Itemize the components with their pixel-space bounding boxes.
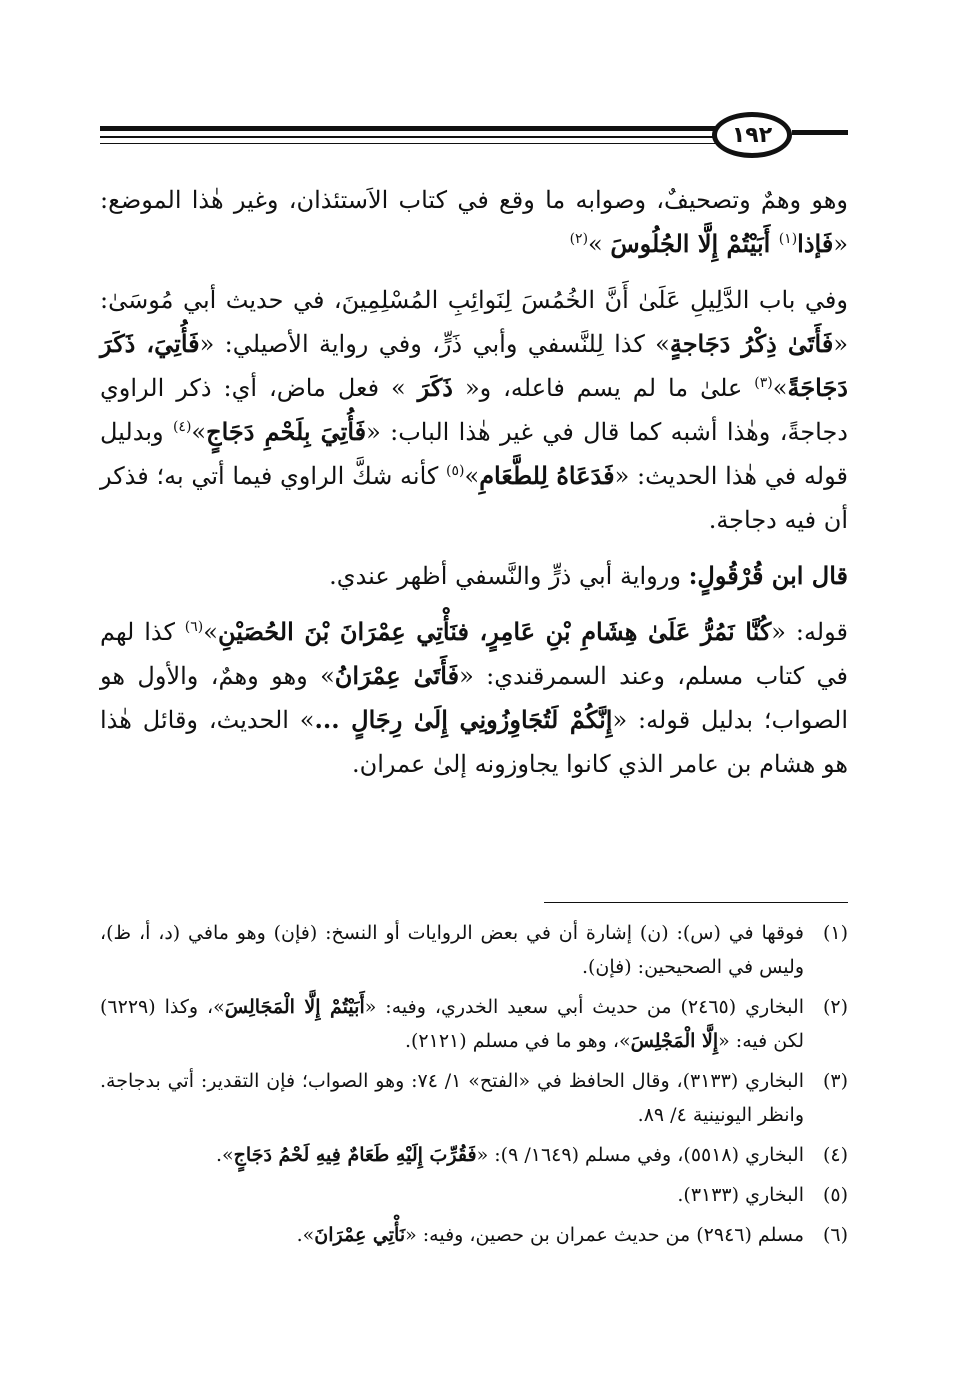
text: » — [464, 462, 480, 490]
text: »، وكذا (٦٢٢٩) لكن فيه: « — [100, 996, 804, 1052]
footnote-number: (٣) — [822, 1070, 848, 1092]
text: » — [588, 230, 611, 258]
footnote-1 — [100, 916, 848, 984]
paragraph-3 — [100, 554, 848, 598]
text: البخاري (٢٤٦٥) من حديث أبي سعيد الخدري، وفيه: « — [364, 996, 804, 1018]
footnote-5 — [100, 1178, 848, 1212]
footnote-text — [100, 1064, 804, 1132]
quote: نَأْتِي عِمْرَانَ — [314, 1224, 406, 1246]
footnote-number: (٥) — [822, 1184, 848, 1206]
footnote-3 — [100, 1064, 848, 1132]
footnote-number: (٢) — [822, 996, 848, 1018]
text: » فعل ماض، أي: ذكر الراوي دجاجةً، وهٰذا أشبه كما قال في غير هٰذا الباب: « — [100, 374, 848, 446]
text: مسلم (٢٩٤٦) من حديث عمران بن حصين، وفيه: « — [405, 1224, 804, 1246]
quote: قال ابن قُرْقُولٍ: — [688, 561, 848, 590]
text: » كذا لِلنَّسفي وأبي ذَرٍّ، وفي رواية الأصيلي: « — [199, 330, 670, 358]
footnote-ref: (١) — [778, 231, 798, 247]
paragraph-1 — [100, 178, 848, 266]
text: » الحديث، وقائل هٰذا هو هشام بن عامر الذي كانوا يجاوزونه إلىٰ عمران. — [100, 706, 848, 778]
quote: ذَكَرَ — [417, 373, 453, 402]
text: وفي باب الدَّلِيلِ عَلَىٰ أَنَّ الخُمُسَ لِنَوائِبِ المُسْلِمِينَ، في حديث أبي مُوسَىٰ: « — [100, 286, 848, 358]
footnote-text — [100, 916, 804, 984]
text: ورواية أبي ذرٍّ والنَّسفي أظهر عندي. — [329, 562, 689, 590]
text: »، وهو ما في مسلم (٢١٢١). — [404, 1030, 631, 1052]
header-rule-medium — [100, 136, 740, 138]
header-rule-right — [792, 130, 848, 135]
page-header — [100, 110, 848, 160]
text: وبدليل قوله في هٰذا الحديث: « — [100, 418, 848, 490]
text: » — [191, 418, 207, 446]
paragraph-4 — [100, 610, 848, 786]
quote: فَأَتَىٰ ذِكْرُ دَجَاجةٍ — [669, 329, 834, 358]
footnote-text — [100, 1178, 804, 1212]
quote: فَدَعَاهُ لِلطَّعَامِ — [479, 461, 615, 490]
page-number-badge — [712, 112, 792, 158]
page-number: ١٩٢ — [731, 122, 773, 148]
quote: فَأَتَىٰ عِمْرَانُ — [334, 661, 460, 690]
footnote-text — [100, 990, 804, 1058]
footnote-text — [100, 1138, 804, 1172]
footnote-ref: (٢) — [569, 231, 589, 247]
text: ». — [296, 1224, 315, 1246]
text: وهو وهمٌ وتصحيفٌ، وصوابه ما وقع في كتاب الاَستئذان، وغير هٰذا الموضع: « — [100, 186, 848, 258]
quote: أَبَيْتُمْ إِلَّا الْمَجَالِسَ — [224, 996, 365, 1018]
footnote-ref: (٥) — [446, 463, 465, 479]
footnote-ref: (٦) — [184, 619, 204, 635]
text: البخاري (٥٥١٨)، وفي مسلم (١٦٤٩/ ٩): « — [476, 1144, 804, 1166]
text: » — [203, 618, 218, 646]
text: البخاري (٣١٣٣). — [677, 1184, 804, 1206]
quote: كُنَّا نَمُرُّ عَلَىٰ هِشَامِ بْنِ عَامِرٍ، فنَأْتِي عِمْرَانَ بْنَ الحُصَيْنِ — [217, 617, 772, 646]
text: علىٰ ما لم يسم فاعله، و« — [453, 374, 755, 402]
quote: فَأُتِيَ، ذَكَرَ دَجَاجَةً — [100, 329, 848, 402]
footnote-4 — [100, 1138, 848, 1172]
text: قوله: « — [771, 618, 848, 646]
main-text — [100, 178, 848, 798]
footnote-number: (٤) — [822, 1144, 848, 1166]
footnote-2 — [100, 990, 848, 1058]
quote: فَأُتِيَ بِلَحْمِ دَجَاجٍ — [206, 417, 367, 446]
quote: إِنَّكُمْ لَتُجَاوِزُونِي إِلَىٰ رِجَالٍ ... — [314, 705, 613, 734]
text: البخاري (٣١٣٣)، وقال الحافظ في «الفتح» ١/ ٧٤: وهو الصواب؛ فإن التقدير: أتي بدجاجة. وانظر اليونينية ٤/ ٨٩. — [100, 1070, 804, 1126]
text: » وهو وهمٌ، والأول هو الصواب؛ بدليل قوله: « — [100, 662, 848, 734]
footnote-6 — [100, 1218, 848, 1252]
footnote-text — [100, 1218, 804, 1252]
paragraph-2 — [100, 278, 848, 542]
header-rule-thick — [100, 126, 740, 131]
quote: فَإذا — [797, 229, 834, 258]
footnote-number: (٦) — [822, 1224, 848, 1246]
quote: إِلَّا الْمَجْلِسَ — [630, 1030, 719, 1052]
text: كأنه شكَّ الراوي فيما أتي به؛ فذكر أن فيه دجاجة. — [100, 462, 848, 534]
text: ». — [215, 1144, 234, 1166]
text: » — [772, 374, 788, 402]
quote: أَبَيْتُمْ إِلَّا الجُلُوسَ — [610, 229, 779, 258]
footnote-number: (١) — [822, 922, 848, 944]
footnote-ref: (٣) — [754, 375, 773, 391]
text: فوقها في (س): (ن) إشارة أن في بعض الروايات أو النسخ: (فإن) وهو مافي (د، أ، ظ)، وليس في الصحيحين: (فإن). — [100, 922, 804, 978]
text: كذا لهم في كتاب مسلم، وعند السمرقندي: « — [100, 618, 848, 690]
footnote-ref: (٤) — [172, 419, 192, 435]
header-rule-thin — [100, 143, 740, 144]
footnotes — [100, 916, 848, 1258]
footnote-separator — [544, 902, 848, 903]
quote: فَقُرِّبَ إِلَيْهِ طَعَامٌ فِيهِ لَحْمُ دَجَاجٍ — [233, 1144, 477, 1166]
